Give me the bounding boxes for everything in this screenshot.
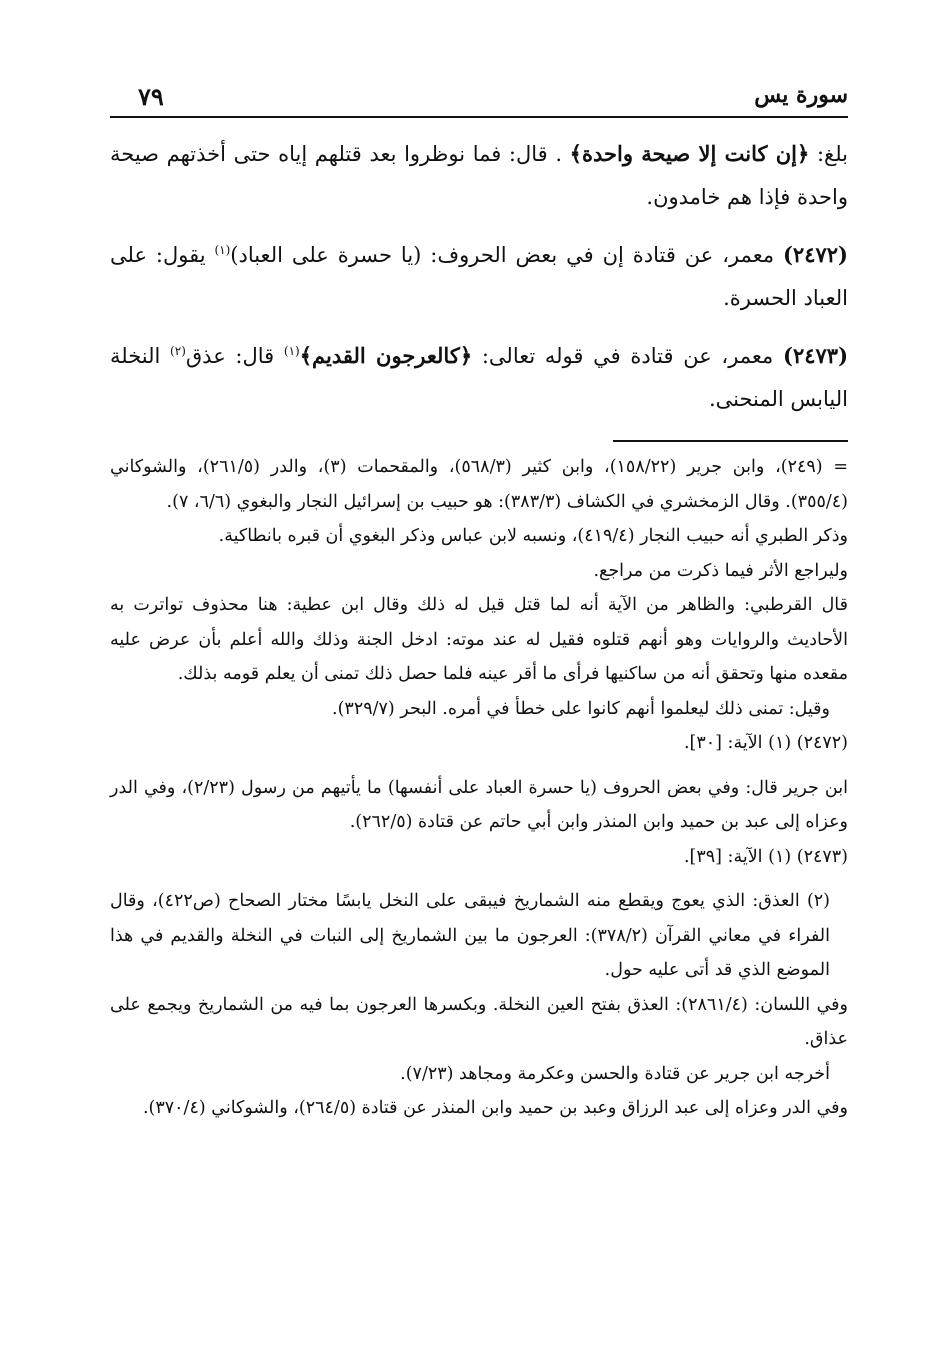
footnote-heading: (٢٤٧٢) (١) الآية: [٣٠]. <box>683 733 848 753</box>
paragraph-continuation <box>110 132 848 219</box>
narration-number: (٢٤٧٢) <box>782 242 848 267</box>
book-page <box>110 0 848 1365</box>
narration-2473 <box>110 334 848 421</box>
footnote-line: وفي الدر وعزاه إلى عبد الرزاق وعبد بن حميد وابن المنذر عن قتادة (٢٦٤/٥)، والشوكاني (٣٧٠/٤). <box>142 1098 848 1118</box>
footnote-line: وليراجع الأثر فيما ذكرت من مراجع. <box>593 560 848 581</box>
text-run: بلغ: <box>809 142 849 166</box>
footnote-line: وقيل: تمنى ذلك ليعلموا أنهم كانوا على خطأ في أمره. البحر (٣٢٩/٧). <box>332 698 830 719</box>
footnote-line: ابن جرير قال: وفي بعض الحروف (يا حسرة العباد على أنفسها) ما يأتيهم من رسول (٢/٢٣)، وفي الدر وعزاه إلى عبد بن حميد وابن المنذر وابن أبي حاتم عن قتادة (٢٦٢/٥). <box>110 777 848 832</box>
spacer <box>110 761 848 771</box>
footnote-line: وذكر الطبري أنه حبيب النجار (٤١٩/٤)، ونسبه لابن عباس وذكر البغوي أن قبره بانطاكية. <box>218 526 848 546</box>
text-run: النخلة اليابس المنحنى. <box>110 344 848 411</box>
text-run: . قال: فما نوظروا بعد قتلهم إياه حتى أخذتهم صيحة واحدة فإذا هم خامدون. <box>110 142 848 209</box>
footnotes <box>110 450 848 1126</box>
main-text <box>110 132 848 421</box>
footnote-line: وفي اللسان: (٢٨٦١/٤): العذق بفتح العين النخلة. وبكسرها العرجون بما فيه من الشماريخ ويجمع على عذاق. <box>110 994 848 1049</box>
footnote-line: قال القرطبي: والظاهر من الآية أنه لما قتل قيل له ذلك وقال ابن عطية: هنا محذوف تواترت به الأحاديث والروايات وهو أنهم قتلوه فقيل له عند موته: ادخل الجنة وذلك والله أعلم بأن عرض عليه مقعده منها وتحقق أنه من ساكنيها فرأى ما أقر عينه فلما حصل ذلك تمنى أن يعلم قومه بذلك. <box>110 595 848 684</box>
footnote-ref: (١) <box>214 243 231 257</box>
footnote-line: أخرجه ابن جرير عن قتادة والحسن وعكرمة ومجاهد (٧/٢٣). <box>400 1063 830 1084</box>
footnote-rule <box>613 440 848 442</box>
text-run: معمر، عن قتادة إن في بعض الحروف: (يا حسرة على العباد) <box>230 243 783 267</box>
narration-2472 <box>110 233 848 320</box>
footnote-line: (٢) العذق: الذي يعوج ويقطع منه الشماريخ فيبقى على النخل يابسًا مختار الصحاح (ص٤٢٢)، وقال الفراء في معاني القرآن (٣٧٨/٢): العرجون ما بين الشماريخ إلى النبات في النخلة والقديم في هذا الموضع الذي قد أتى عليه حول. <box>110 891 830 980</box>
text-run: معمر، عن قتادة في قوله تعالى: <box>472 344 784 368</box>
surah-title: سورة يس <box>754 82 848 108</box>
footnote-line: = (٢٤٩)، وابن جرير (١٥٨/٢٢)، وابن كثير (٥٦٨/٣)، والمقحمات (٣)، والدر (٢٦١/٥)، والشوكاني (٣٥٥/٤). وقال الزمخشري في الكشاف (٣٨٣/٣): هو حبيب بن إسرائيل النجار والبغوي (٦/٦، ٧). <box>110 457 849 512</box>
narration-number: (٢٤٧٣) <box>783 343 849 368</box>
quran-quote: ﴿كالعرجون القديم﴾ <box>299 343 473 368</box>
footnote-ref: (١) <box>283 344 300 358</box>
text-run: يقول: على العباد الحسرة. <box>110 243 848 310</box>
spacer <box>110 874 848 884</box>
quran-quote: ﴿إن كانت إلا صيحة واحدة﴾ <box>569 141 810 166</box>
page-number: ٧٩ <box>138 82 164 111</box>
header-rule <box>110 116 848 118</box>
text-run: قال: عذق <box>185 344 284 368</box>
running-header <box>110 82 848 112</box>
footnote-ref: (٢) <box>170 344 186 358</box>
footnote-heading: (٢٤٧٣) (١) الآية: [٣٩]. <box>683 846 848 867</box>
